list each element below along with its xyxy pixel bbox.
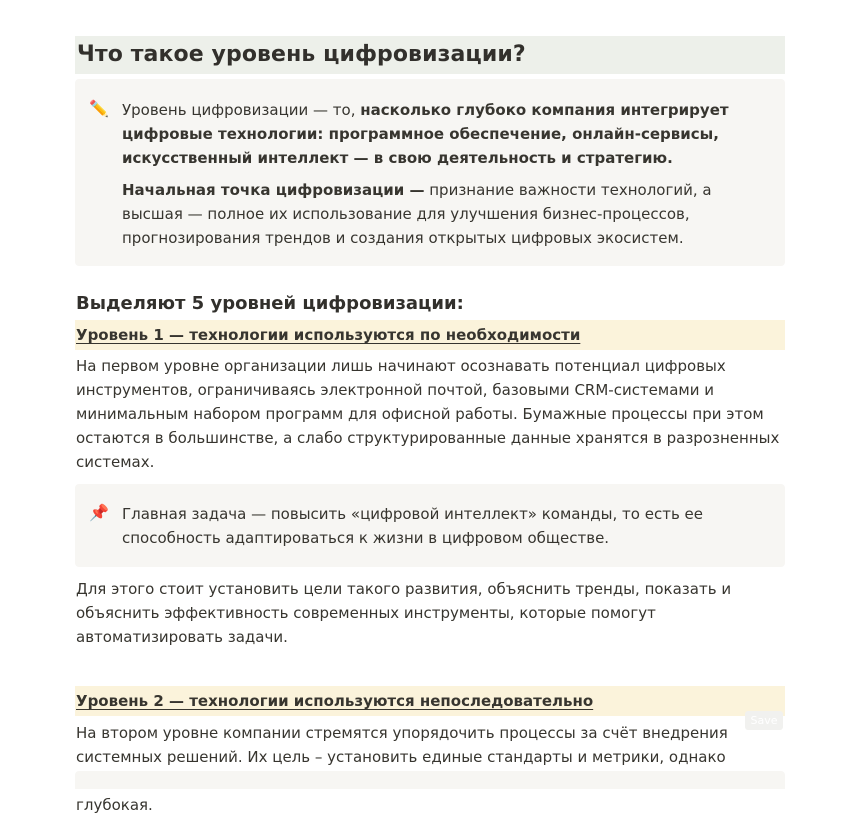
level-2-heading	[75, 686, 785, 716]
document-page	[75, 36, 785, 817]
level-1-callout	[75, 484, 785, 567]
pencil-icon: ✏️	[89, 99, 109, 118]
next-callout-edge	[75, 771, 785, 789]
level-1-heading	[75, 320, 785, 350]
intro2-text-bold: Начальная точка цифровизации —	[122, 181, 425, 199]
pushpin-icon: 📌	[89, 503, 109, 522]
level-1-text: На первом уровне организации лишь начинают осознавать потенциал цифровых инструментов, ограничиваясь электронной почтой, базовыми CRM-системами и минимальным набором программ для офисной работы. Бумажные процессы при этом остаются в большинстве, а слабо структурированные данные хранятся в разрозненных системах.	[76, 357, 780, 471]
level-1-after-text: Для этого стоит установить цели такого развития, объяснить тренды, показать и объяснить эффективность современных инструменты, которые помогут автоматизировать задачи.	[76, 580, 732, 646]
intro-paragraph-2	[122, 178, 761, 250]
level-2-text: На втором уровне компании стремятся упорядочить процессы за счёт внедрения системных решений. Их цель – установить единые стандарты и метрики, однако глубокая.	[76, 724, 728, 814]
level-1-callout-text: Главная задача — повысить «цифровой интеллект» команды, то есть ее способность адаптироваться к жизни в цифровом обществе.	[122, 505, 704, 547]
save-button[interactable]: Save	[745, 711, 783, 730]
intro-paragraph-1	[122, 98, 761, 170]
intro-callout	[75, 79, 785, 266]
intro2-text-plain: признание важности технологий, а высшая — полное их использование для улучшения бизнес-процессов, прогнозирования трендов и создания открытых цифровых экосистем.	[122, 181, 712, 247]
intro-text-bold: насколько глубоко компания интегрирует цифровые технологии: программное обеспечение, онлайн-сервисы, искусственный интеллект — в свою деятельность и стратегию.	[122, 101, 729, 167]
levels-heading: Выделяют 5 уровней цифровизации:	[76, 293, 464, 314]
level-1-title: Уровень 1 — технологии используются по необходимости	[76, 326, 581, 344]
level-2-title: Уровень 2 — технологии используются непоследовательно	[76, 692, 594, 710]
page-title: Что такое уровень цифровизации?	[75, 36, 785, 74]
intro-text-plain: Уровень цифровизации — то,	[122, 101, 361, 119]
